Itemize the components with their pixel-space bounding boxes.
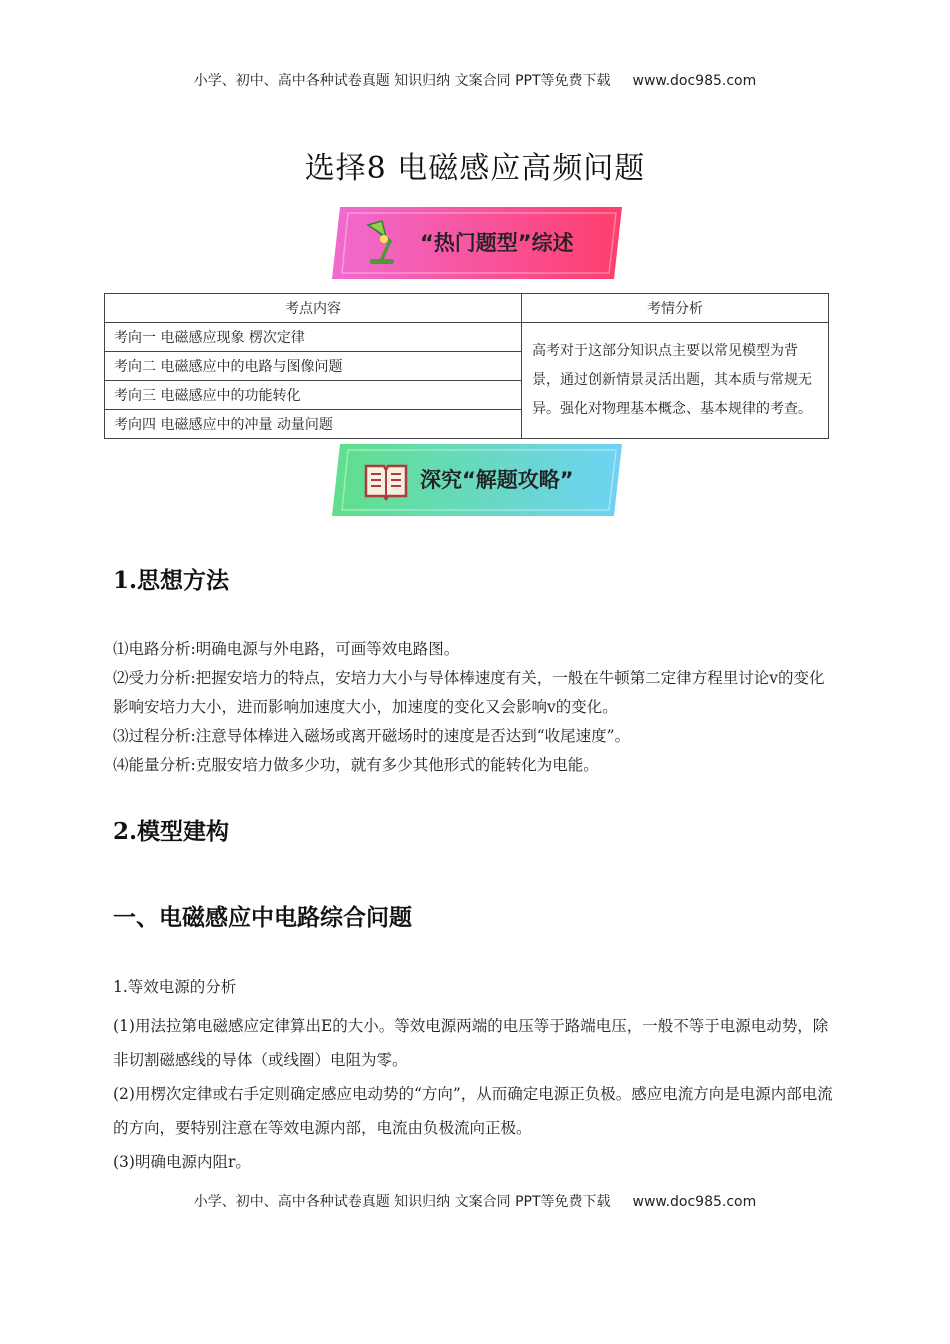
list-item: (3)明确电源内阻r。 — [113, 1153, 251, 1171]
banner-hot-topics — [332, 207, 622, 279]
header-text: 小学、初中、高中各种试卷真题 知识归纳 文案合同 PPT等免费下载 — [193, 73, 611, 89]
list-item: ⑷能量分析:克服安培力做多少功，就有多少其他形式的能转化为电能。 — [113, 756, 599, 774]
lamp-icon — [362, 219, 410, 267]
footer-text: 小学、初中、高中各种试卷真题 知识归纳 文案合同 PPT等免费下载 — [193, 1194, 611, 1210]
header-site: www.doc985.com — [632, 73, 757, 89]
table-row: 考向四 电磁感应中的冲量 动量问题 — [105, 410, 522, 439]
list-item: ⑶过程分析:注意导体棒进入磁场或离开磁场时的速度是否达到“收尾速度”。 — [113, 727, 631, 745]
section-heading-methods: 1.思想方法 — [113, 567, 230, 594]
section-subheading: 1.等效电源的分析 — [113, 978, 237, 996]
banner-solving-strategy-label: 深究“解题攻略” — [420, 468, 574, 492]
list-item: (2)用楞次定律或右手定则确定感应电动势的“方向”，从而确定电源正负极。感应电流方向是电源内部电流的方向，要特别注意在等效电源内部，电流由负极流向正极。 — [113, 1085, 833, 1137]
table-row: 考向二 电磁感应中的电路与图像问题 — [105, 352, 522, 381]
footer-site: www.doc985.com — [632, 1194, 757, 1210]
page-footer — [0, 1191, 950, 1211]
page-title: 选择8 电磁感应高频问题 — [304, 151, 646, 186]
circuit-list — [113, 1009, 838, 1179]
banner-solving-strategy — [332, 444, 622, 516]
list-item: (1)用法拉第电磁感应定律算出E的大小。等效电源两端的电压等于路端电压，一般不等于电源电动势，除非切割磁感线的导体（或线圈）电阻为零。 — [113, 1017, 829, 1069]
book-icon — [362, 456, 410, 504]
methods-list — [113, 635, 838, 780]
banner-hot-topics-label: “热门题型”综述 — [420, 231, 574, 255]
table-row: 考向一 电磁感应现象 楞次定律 — [105, 323, 522, 352]
topic-table — [104, 293, 829, 439]
section-heading-model: 2.模型建构 — [113, 818, 230, 845]
table-header-content: 考点内容 — [105, 294, 522, 323]
table-row: 考向三 电磁感应中的功能转化 — [105, 381, 522, 410]
list-item: ⑵受力分析:把握安培力的特点，安培力大小与导体棒速度有关，一般在牛顿第二定律方程里讨论v的变化影响安培力大小，进而影响加速度大小，加速度的变化又会影响v的变化。 — [113, 669, 825, 716]
table-analysis: 高考对于这部分知识点主要以常见模型为背景，通过创新情景灵活出题，其本质与常规无异。强化对物理基本概念、基本规律的考查。 — [522, 323, 829, 439]
table-header-analysis: 考情分析 — [522, 294, 829, 323]
list-item: ⑴电路分析:明确电源与外电路，可画等效电路图。 — [113, 640, 460, 658]
page-header — [0, 70, 950, 90]
section-heading-circuit: 一、电磁感应中电路综合问题 — [113, 904, 412, 931]
